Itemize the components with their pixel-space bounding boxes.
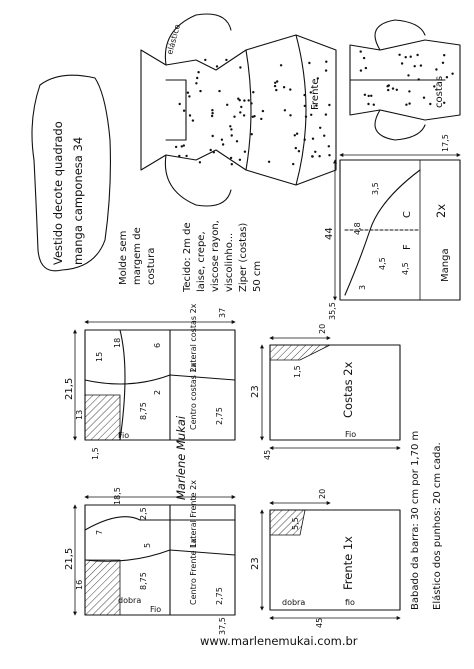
bfront-dim-width: 37,5 [218, 617, 227, 635]
polka-dot [187, 92, 189, 94]
polka-dot [387, 89, 389, 91]
tecido-line4: viscolinho... [224, 232, 235, 292]
polka-dot [423, 97, 425, 99]
skirt-back-piece [250, 324, 400, 460]
polka-dot [179, 103, 181, 105]
polka-dot [199, 161, 201, 163]
polka-dot [360, 50, 362, 52]
sfront-label-piece: Frente 1x [341, 536, 355, 590]
polka-dot [210, 149, 212, 151]
polka-dot [408, 102, 410, 104]
polka-dot [274, 85, 276, 87]
polka-dot [392, 87, 394, 89]
polka-dot [196, 77, 198, 79]
polka-dot [280, 64, 282, 66]
polka-dot [239, 111, 241, 113]
polka-dot [283, 86, 285, 88]
polka-dot [323, 135, 325, 137]
bfront-dim-f: 8,75 [139, 572, 148, 590]
polka-dot [418, 78, 420, 80]
polka-dot [429, 103, 431, 105]
bfront-dim-e: 21,5 [64, 547, 75, 570]
polka-dot [405, 104, 407, 106]
sback-dim-bottom: 45 [263, 449, 272, 460]
polka-dot [192, 119, 194, 121]
polka-dot [197, 71, 199, 73]
polka-dot [386, 85, 388, 87]
polka-dot [181, 145, 183, 147]
bodice-front-hatch-seam [85, 560, 120, 615]
polka-dot [292, 163, 294, 165]
polka-dot [213, 151, 215, 153]
polka-dot [328, 154, 330, 156]
polka-dot [311, 155, 313, 157]
polka-dot [442, 62, 444, 64]
bback-dim-h: 2,75 [215, 407, 224, 425]
sleeve-dim-b: 4,8 [353, 222, 362, 235]
polka-dot [188, 95, 190, 97]
bfront-label-centro: Centro Frente 1x [189, 538, 198, 605]
polka-dot [243, 99, 245, 101]
sleeve-dim-e: 4,5 [401, 262, 410, 275]
polka-dot [396, 89, 398, 91]
polka-dot [328, 145, 330, 147]
bback-dim-c: 15 [95, 351, 104, 362]
bfront-label-fio: Fio [150, 605, 162, 614]
polka-dot [195, 82, 197, 84]
sleeve-label-piece: Manga [440, 248, 451, 282]
polka-dot [178, 155, 180, 157]
polka-dot [284, 109, 286, 111]
polka-dot [289, 114, 291, 116]
sback-dim-a: 1,5 [293, 365, 302, 378]
bfront-dim-g: 2,75 [215, 587, 224, 605]
polka-dot [314, 151, 316, 153]
sback-dim-side: 23 [250, 385, 261, 398]
title-line2: manga camponesa 34 [71, 136, 85, 265]
polka-dot [363, 57, 365, 59]
molde-line3: costura [146, 247, 157, 285]
bfront-label-lateral: Lateral Frente 2x [189, 480, 198, 548]
polka-dot [251, 133, 253, 135]
bback-dim-i: 1,5 [91, 447, 100, 460]
polka-dot [318, 155, 320, 157]
tecido-line5: Ziper (costas) [238, 222, 249, 292]
polka-dot [407, 74, 409, 76]
skirt-front-piece [250, 489, 400, 628]
polka-dot [325, 69, 327, 71]
polka-dot [312, 138, 314, 140]
molde-line1: Molde sem [118, 230, 129, 285]
polka-dot [252, 91, 254, 93]
polka-dot [199, 90, 201, 92]
tecido-line3: viscose rayon, [210, 220, 221, 292]
sleeve-dim-side: 44 [324, 227, 335, 240]
polka-dot [367, 103, 369, 105]
bfront-dim-b: 2,5 [139, 507, 148, 520]
polka-dot [274, 82, 276, 84]
polka-dot [294, 134, 296, 136]
polka-dot [204, 59, 206, 61]
polka-dot [298, 150, 300, 152]
polka-dot [398, 54, 400, 56]
polka-dot [443, 54, 445, 56]
sleeve-label-count: 2x [434, 203, 448, 218]
polka-dot [243, 114, 245, 116]
polka-dot [233, 116, 235, 118]
polka-dot [236, 140, 238, 142]
polka-dot [319, 127, 321, 129]
polka-dot [212, 135, 214, 137]
polka-dot [416, 54, 418, 56]
polka-dot [446, 76, 448, 78]
polka-dot [370, 95, 372, 97]
polka-dot [225, 59, 227, 61]
bfront-dim-d: 16 [75, 579, 84, 590]
bfront-dim-h: 5 [143, 542, 152, 548]
polka-dot [260, 118, 262, 120]
sback-label-piece: Costas 2x [341, 361, 355, 418]
bback-dim-e: 21,5 [64, 377, 75, 400]
sleeve-dim-c: 4,5 [378, 257, 387, 270]
bfront-dim-a: 18,5 [113, 487, 122, 505]
label-costas-figure: costas [434, 75, 445, 108]
polka-dot [414, 65, 416, 67]
sfront-label-fio: fio [345, 598, 355, 607]
sleeve-piece [324, 134, 460, 320]
polka-dot [275, 89, 277, 91]
bback-dim-a: 18 [113, 337, 122, 348]
sfront-label-dobra: dobra [282, 598, 306, 607]
bback-dim-g: 2 [153, 389, 162, 395]
sfront-dim-a: 5,5 [291, 517, 300, 530]
polka-dot [360, 69, 362, 71]
bfront-label-dobra: dobra [118, 596, 142, 605]
polka-dot [451, 73, 453, 75]
polka-dot [373, 104, 375, 106]
molde-line2: margem de [132, 227, 143, 285]
sleeve-dim-d: 3 [358, 284, 367, 290]
polka-dot [276, 80, 278, 82]
sleeve-label-front: F [402, 244, 413, 250]
bback-dim-d: 13 [75, 409, 84, 420]
polka-dot [240, 106, 242, 108]
babado-line2: Elástico dos punhos: 20 cm cada. [432, 442, 443, 610]
bodice-front-piece [64, 480, 235, 635]
polka-dot [175, 146, 177, 148]
sfront-dim-side: 23 [250, 557, 261, 570]
polka-dot [365, 67, 367, 69]
footer-url: www.marlenemukai.com.br [200, 634, 358, 648]
bback-label-lateral: Lateral costas 2x [189, 303, 198, 372]
polka-dot [262, 110, 264, 112]
polka-dots-front [175, 59, 331, 166]
dress-illustration [141, 14, 460, 206]
polka-dot [239, 159, 241, 161]
polka-dot [230, 157, 232, 159]
sfront-dim-bottom: 45 [315, 617, 324, 628]
polka-dot [268, 161, 270, 163]
babado-line1: Babado da barra: 30 cm por 1,70 m [410, 430, 421, 610]
bback-label-fio: Fio [118, 431, 130, 440]
sback-dim-top: 20 [318, 323, 327, 334]
polka-dot [211, 112, 213, 114]
label-elastico: elástico [165, 23, 182, 56]
signature: Marlene Mukai [174, 415, 188, 500]
polka-dot [408, 90, 410, 92]
bfront-dim-c: 7 [95, 529, 104, 535]
tecido-line2: laise, crepe, [196, 231, 207, 292]
sback-label-fio: Fio [345, 430, 357, 439]
bback-dim-b: 6 [153, 342, 162, 348]
polka-dot [310, 114, 312, 116]
sleeve-label-back: C [402, 211, 413, 218]
polka-dot [248, 99, 250, 101]
polka-dot [305, 116, 307, 118]
polka-dot [218, 90, 220, 92]
polka-dot [185, 155, 187, 157]
bodice-back-hatch-seam [85, 395, 120, 440]
polka-dot [226, 104, 228, 106]
sleeve-dim-a: 3,5 [371, 182, 380, 195]
polka-dot [328, 104, 330, 106]
polka-dot [189, 114, 191, 116]
polka-dot [250, 102, 252, 104]
sleeve-dim-top: 17,5 [441, 134, 450, 152]
tecido-line1: Tecido: 2m de [182, 222, 193, 292]
title-line1: Vestido decote quadrado [51, 121, 65, 265]
polka-dot [410, 56, 412, 58]
polka-dot [231, 134, 233, 136]
polka-dot [303, 94, 305, 96]
polka-dot [295, 147, 297, 149]
polka-dot [239, 66, 241, 68]
polka-dot [304, 105, 306, 107]
polka-dot [244, 151, 246, 153]
polka-dot [230, 128, 232, 130]
polka-dot [289, 88, 291, 90]
sleeve-dim-bottom: 35,5 [328, 302, 337, 320]
bback-dim-f: 8,75 [139, 402, 148, 420]
polka-dot [304, 139, 306, 141]
polka-dot [229, 125, 231, 127]
polka-dot [221, 139, 223, 141]
polka-dot [237, 98, 239, 100]
label-frente-figure: Frente [310, 78, 321, 110]
polka-dot [222, 143, 224, 145]
bback-label-centro: Centro costas 2x [189, 362, 198, 430]
polka-dot [252, 116, 254, 118]
bodice-back-piece [64, 303, 235, 460]
title-block [32, 75, 110, 271]
sfront-dim-top: 20 [318, 488, 327, 499]
polka-dot [296, 133, 298, 135]
tecido-line6: 50 cm [252, 260, 263, 292]
polka-dot [405, 56, 407, 58]
polka-dot [325, 113, 327, 115]
polka-dot [231, 163, 233, 165]
polka-dot [325, 61, 327, 63]
polka-dot [216, 65, 218, 67]
bback-dim-width: 37 [218, 307, 227, 318]
polka-dot [420, 64, 422, 66]
polka-dot [211, 109, 213, 111]
polka-dot [364, 94, 366, 96]
polka-dot [368, 95, 370, 97]
polka-dot [401, 62, 403, 64]
polka-dot [308, 62, 310, 64]
polka-dot [183, 110, 185, 112]
polka-dot [435, 68, 437, 70]
polka-dot [211, 115, 213, 117]
